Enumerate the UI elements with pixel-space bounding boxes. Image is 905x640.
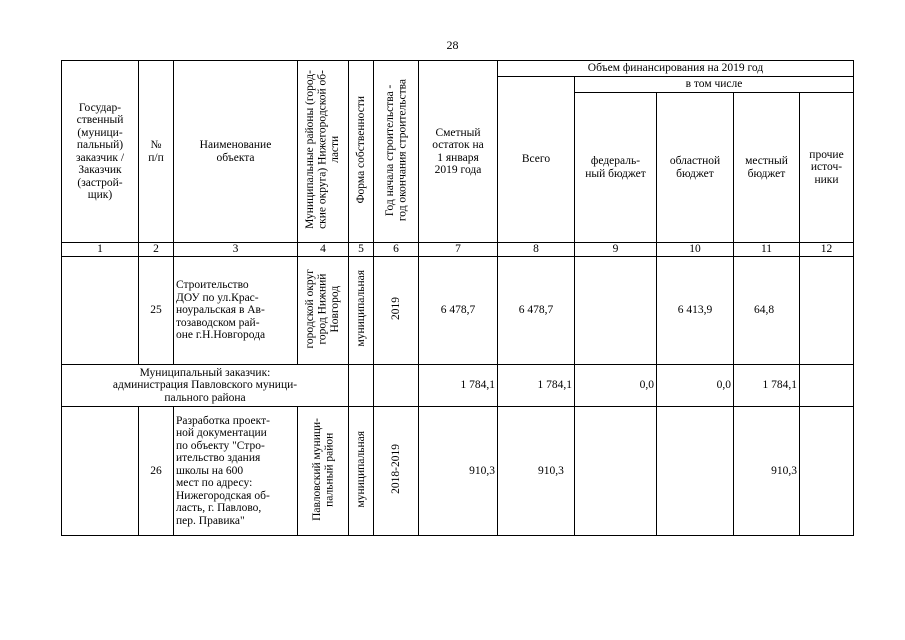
header-local: местный бюджет [734, 93, 800, 243]
table-row [62, 257, 854, 365]
header-other: прочие источ- ники [800, 93, 854, 243]
header-district: Муниципальные районы (город- ские округа) Нижегородской об- ласти [298, 61, 349, 243]
column-numbers-row [62, 243, 854, 257]
subtotal-years [374, 365, 419, 407]
row-total: 6 478,7 [498, 257, 575, 365]
row-regional [657, 407, 734, 536]
row-local: 910,3 [734, 407, 800, 536]
header-funding: Объем финансирования на 2019 год [498, 61, 854, 77]
column-number: 9 [575, 243, 657, 257]
row-federal [575, 407, 657, 536]
column-number: 3 [174, 243, 298, 257]
column-number: 7 [419, 243, 498, 257]
column-number: 2 [139, 243, 174, 257]
row-other [800, 407, 854, 536]
row-years: 2018-2019 [374, 407, 419, 536]
row-years: 2019 [374, 257, 419, 365]
column-number: 8 [498, 243, 575, 257]
row-object-name: Строительство ДОУ по ул.Крас- ноуральская в Ав- тозаводском рай- оне г.Н.Новгорода [174, 257, 298, 365]
column-number: 11 [734, 243, 800, 257]
row-ownership: муниципальная [349, 407, 374, 536]
subtotal-federal: 0,0 [575, 365, 657, 407]
row-total: 910,3 [498, 407, 575, 536]
row-other [800, 257, 854, 365]
subtotal-other [800, 365, 854, 407]
table-row [62, 407, 854, 536]
subtotal-ownership [349, 365, 374, 407]
column-number: 10 [657, 243, 734, 257]
row-customer [62, 407, 139, 536]
subtotal-regional: 0,0 [657, 365, 734, 407]
header-including: в том числе [575, 77, 854, 93]
subtotal-estimated: 1 784,1 [419, 365, 498, 407]
row-ownership: муниципальная [349, 257, 374, 365]
subtotal-row [62, 365, 854, 407]
row-federal [575, 257, 657, 365]
header-object-name: Наименование объекта [174, 61, 298, 243]
row-local: 64,8 [734, 257, 800, 365]
header-num: № п/п [139, 61, 174, 243]
header-regional: областной бюджет [657, 93, 734, 243]
column-number: 6 [374, 243, 419, 257]
row-num: 25 [139, 257, 174, 365]
header-ownership: Форма собственности [349, 61, 374, 243]
subtotal-total: 1 784,1 [498, 365, 575, 407]
row-num: 26 [139, 407, 174, 536]
header-years: Год начала строительства - год окончания строительства [374, 61, 419, 243]
header-federal: федераль- ный бюджет [575, 93, 657, 243]
row-regional: 6 413,9 [657, 257, 734, 365]
column-number: 1 [62, 243, 139, 257]
row-customer [62, 257, 139, 365]
row-estimated: 6 478,7 [419, 257, 498, 365]
column-number: 5 [349, 243, 374, 257]
row-district: городской округ город Нижний Новгород [298, 257, 349, 365]
header-total: Всего [498, 77, 575, 243]
page-number: 28 [446, 38, 459, 52]
column-number: 12 [800, 243, 854, 257]
header-customer: Государ- ственный (муници- пальный) заказчик / Заказчик (застрой- щик) [62, 61, 139, 243]
row-estimated: 910,3 [419, 407, 498, 536]
subtotal-label: Муниципальный заказчик: администрация Павловского муници- пального района [62, 365, 349, 407]
financing-table [61, 60, 854, 536]
column-number: 4 [298, 243, 349, 257]
row-district: Павловский муници- пальный район [298, 407, 349, 536]
row-object-name: Разработка проект- ной документации по объекту "Стро- ительство здания школы на 600 мест по адресу: Нижегородская об- ласть, г. Павлово, пер. Правика" [174, 407, 298, 536]
header-estimated: Сметный остаток на 1 января 2019 года [419, 61, 498, 243]
subtotal-local: 1 784,1 [734, 365, 800, 407]
